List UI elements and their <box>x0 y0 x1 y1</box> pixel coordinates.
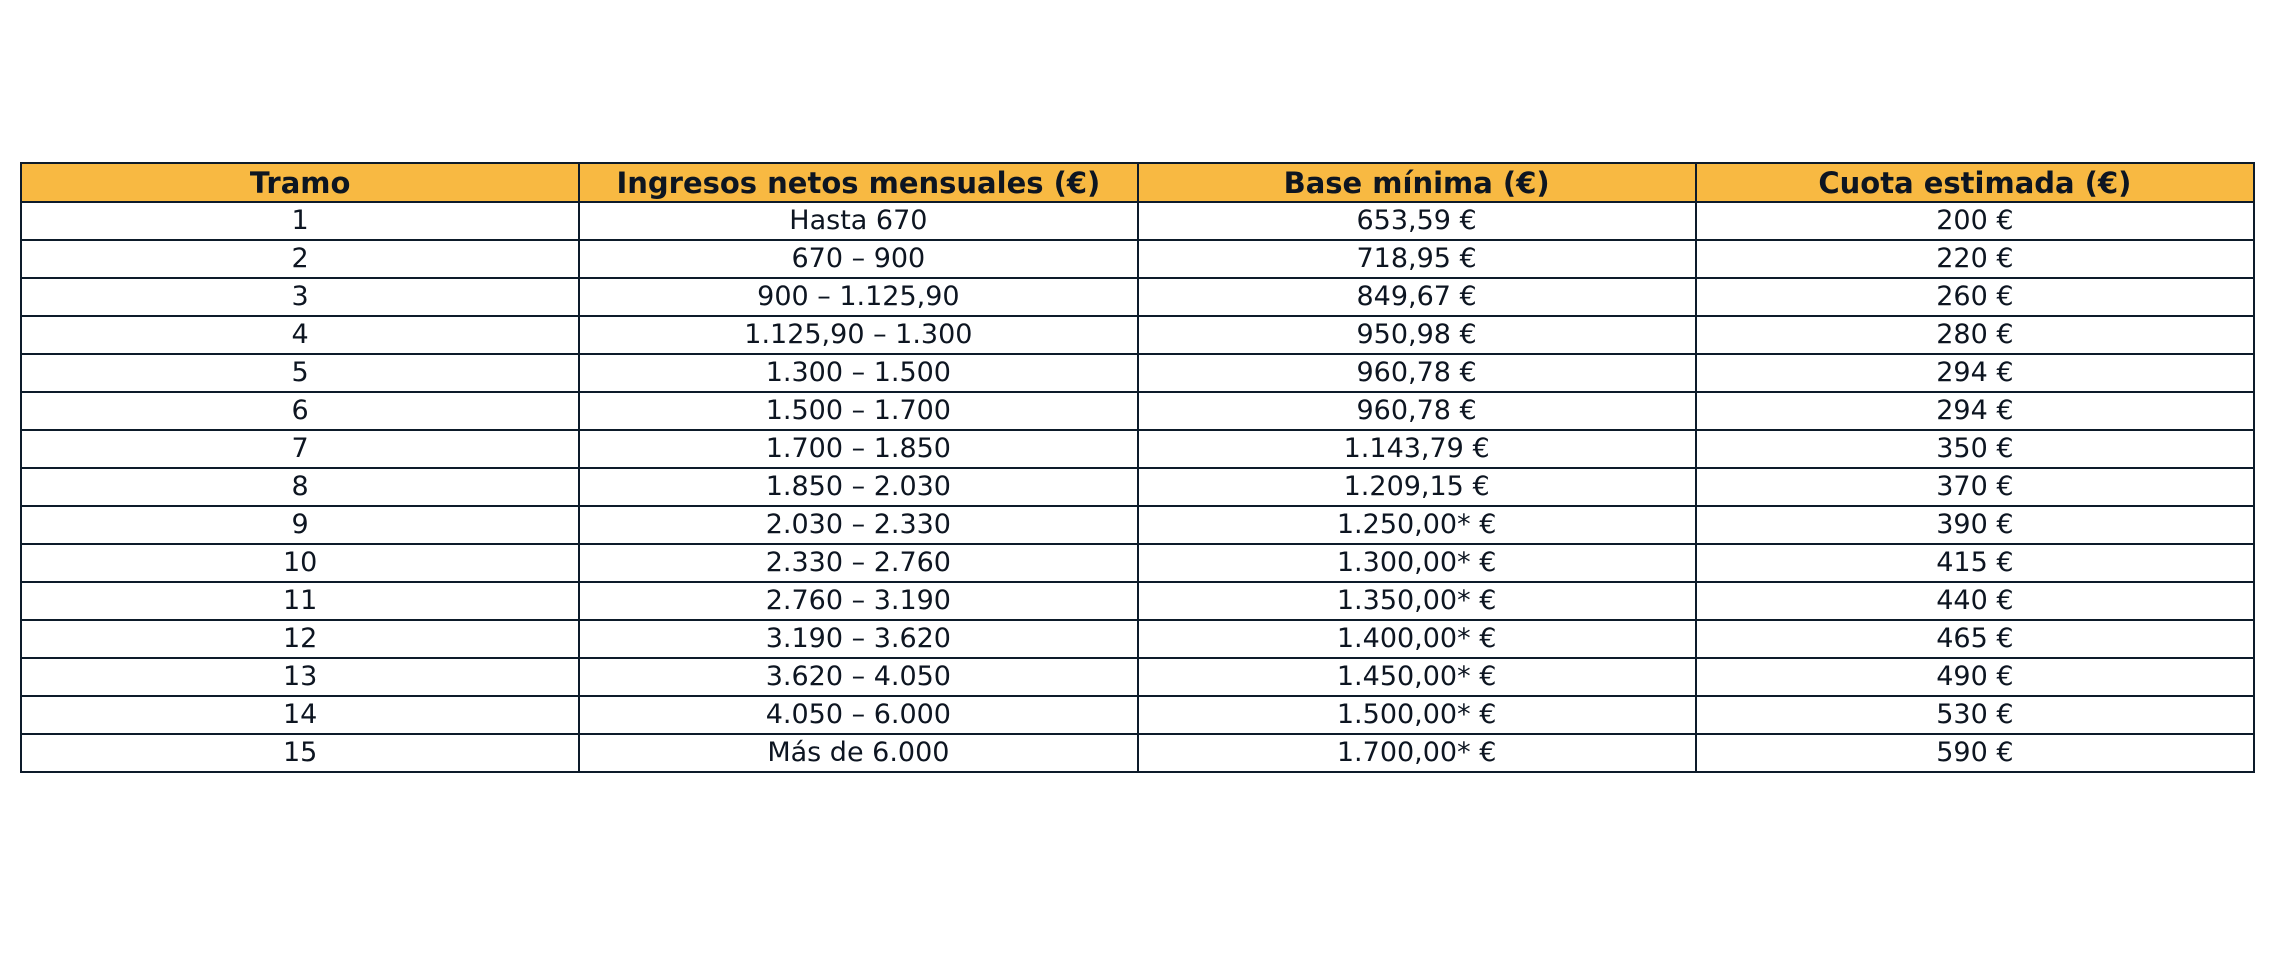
table-row <box>21 392 2254 430</box>
ingresos-cell: 1.125,90 – 1.300 <box>579 316 1137 354</box>
base-minima-cell: 960,78 € <box>1138 354 1696 392</box>
base-minima-cell: 1.209,15 € <box>1138 468 1696 506</box>
base-minima-cell: 1.400,00* € <box>1138 620 1696 658</box>
table-row <box>21 430 2254 468</box>
ingresos-cell: 1.500 – 1.700 <box>579 392 1137 430</box>
table-row <box>21 620 2254 658</box>
ingresos-cell: 4.050 – 6.000 <box>579 696 1137 734</box>
header-cell-tramo: Tramo <box>21 163 579 202</box>
ingresos-cell: 1.300 – 1.500 <box>579 354 1137 392</box>
ingresos-cell: 900 – 1.125,90 <box>579 278 1137 316</box>
table-row <box>21 658 2254 696</box>
header-cell-base-minima: Base mínima (€) <box>1138 163 1696 202</box>
table-row <box>21 354 2254 392</box>
ingresos-cell: 1.700 – 1.850 <box>579 430 1137 468</box>
base-minima-cell: 950,98 € <box>1138 316 1696 354</box>
tramo-cell: 1 <box>21 202 579 240</box>
ingresos-cell: 3.190 – 3.620 <box>579 620 1137 658</box>
cuota-cell: 370 € <box>1696 468 2254 506</box>
header-row <box>21 163 2254 202</box>
base-minima-cell: 960,78 € <box>1138 392 1696 430</box>
tramo-cell: 13 <box>21 658 579 696</box>
base-minima-cell: 1.500,00* € <box>1138 696 1696 734</box>
tramo-cell: 3 <box>21 278 579 316</box>
ingresos-cell: Hasta 670 <box>579 202 1137 240</box>
ingresos-cell: Más de 6.000 <box>579 734 1137 772</box>
base-minima-cell: 1.250,00* € <box>1138 506 1696 544</box>
ingresos-cell: 2.030 – 2.330 <box>579 506 1137 544</box>
tramo-cell: 7 <box>21 430 579 468</box>
cuota-cell: 415 € <box>1696 544 2254 582</box>
base-minima-cell: 718,95 € <box>1138 240 1696 278</box>
tramo-cell: 12 <box>21 620 579 658</box>
tramo-cell: 14 <box>21 696 579 734</box>
cuota-cell: 490 € <box>1696 658 2254 696</box>
table-container <box>20 162 2253 773</box>
table-header <box>21 163 2254 202</box>
base-minima-cell: 1.700,00* € <box>1138 734 1696 772</box>
cuota-cell: 200 € <box>1696 202 2254 240</box>
ingresos-cell: 2.760 – 3.190 <box>579 582 1137 620</box>
ingresos-cell: 1.850 – 2.030 <box>579 468 1137 506</box>
tramo-cell: 6 <box>21 392 579 430</box>
base-minima-cell: 653,59 € <box>1138 202 1696 240</box>
table-row <box>21 316 2254 354</box>
table-row <box>21 468 2254 506</box>
cuota-cell: 350 € <box>1696 430 2254 468</box>
tramo-cell: 8 <box>21 468 579 506</box>
table-row <box>21 734 2254 772</box>
cuota-cell: 280 € <box>1696 316 2254 354</box>
table-row <box>21 544 2254 582</box>
cuota-cell: 390 € <box>1696 506 2254 544</box>
tramo-cell: 2 <box>21 240 579 278</box>
cuota-cell: 440 € <box>1696 582 2254 620</box>
table-row <box>21 582 2254 620</box>
tramos-table <box>20 162 2255 773</box>
tramo-cell: 5 <box>21 354 579 392</box>
cuota-cell: 465 € <box>1696 620 2254 658</box>
base-minima-cell: 1.143,79 € <box>1138 430 1696 468</box>
table-body <box>21 202 2254 772</box>
cuota-cell: 220 € <box>1696 240 2254 278</box>
base-minima-cell: 1.350,00* € <box>1138 582 1696 620</box>
header-cell-cuota: Cuota estimada (€) <box>1696 163 2254 202</box>
cuota-cell: 590 € <box>1696 734 2254 772</box>
cuota-cell: 260 € <box>1696 278 2254 316</box>
tramo-cell: 4 <box>21 316 579 354</box>
table-row <box>21 278 2254 316</box>
cuota-cell: 530 € <box>1696 696 2254 734</box>
tramo-cell: 10 <box>21 544 579 582</box>
cuota-cell: 294 € <box>1696 392 2254 430</box>
cuota-cell: 294 € <box>1696 354 2254 392</box>
ingresos-cell: 2.330 – 2.760 <box>579 544 1137 582</box>
tramo-cell: 9 <box>21 506 579 544</box>
base-minima-cell: 1.450,00* € <box>1138 658 1696 696</box>
table-row <box>21 202 2254 240</box>
header-cell-ingresos: Ingresos netos mensuales (€) <box>579 163 1137 202</box>
base-minima-cell: 1.300,00* € <box>1138 544 1696 582</box>
ingresos-cell: 670 – 900 <box>579 240 1137 278</box>
table-row <box>21 506 2254 544</box>
tramo-cell: 11 <box>21 582 579 620</box>
ingresos-cell: 3.620 – 4.050 <box>579 658 1137 696</box>
base-minima-cell: 849,67 € <box>1138 278 1696 316</box>
table-row <box>21 240 2254 278</box>
table-row <box>21 696 2254 734</box>
tramo-cell: 15 <box>21 734 579 772</box>
